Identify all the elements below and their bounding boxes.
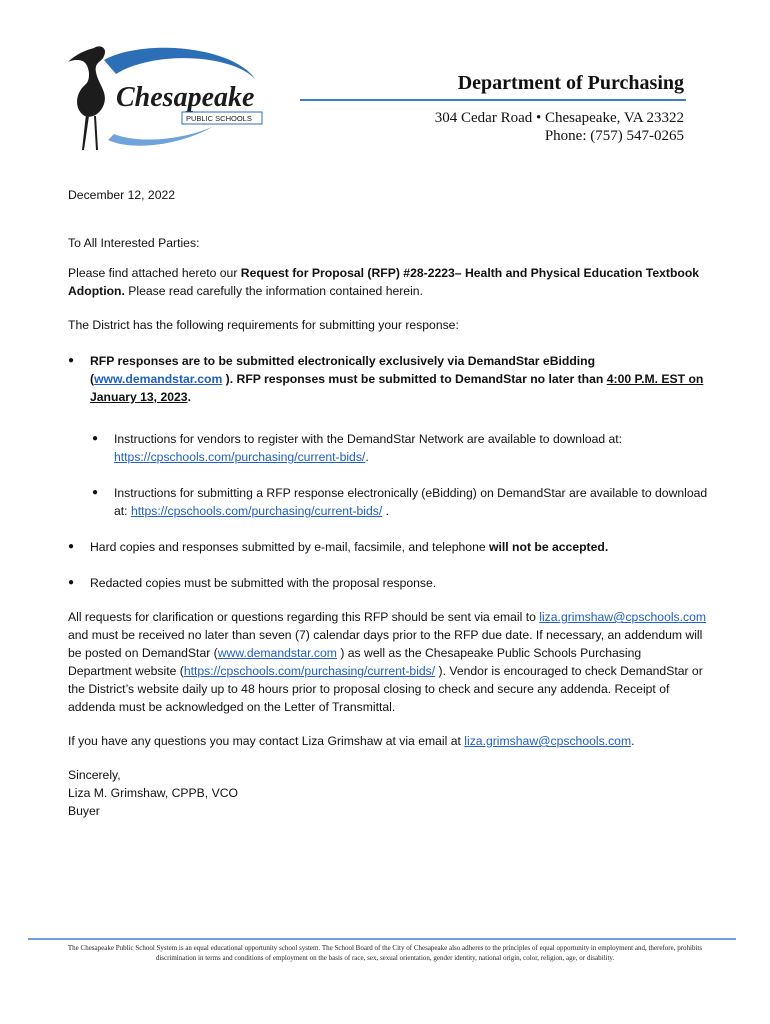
signer-name: Liza M. Grimshaw, CPPB, VCO [68, 786, 238, 800]
b1-text-a: RFP responses are to be submitted electronically exclusively via DemandStar eBidding ( [90, 354, 596, 386]
requirement-bullet-3: ● Redacted copies must be submitted with the proposal response. [68, 574, 708, 592]
logo-sub: PUBLIC SCHOOLS [186, 114, 252, 123]
b2-bold: will not be accepted. [489, 540, 609, 554]
requirement-bullet-2 [68, 538, 708, 556]
closing: Sincerely, [68, 768, 121, 782]
requirement-bullet-1 [68, 352, 708, 406]
department-title: Department of Purchasing [457, 72, 684, 94]
intro-text-b: Please read carefully the information contained herein. [124, 284, 423, 298]
b1-text-b: ). RFP responses must be submitted to DemandStar no later than [222, 372, 607, 386]
b1-deadline: 4:00 P.M. EST on January 13, 2023 [90, 372, 704, 404]
signature-block [68, 766, 708, 820]
footer-disclaimer: The Chesapeake Public School System is an equal educational opportunity school system. The School Board of the City of Chesapeake also adheres to the principles of equal opportunity in employment and, therefore, prohibits discrimination in terms and conditions of employment on the basis of race, sex, sexual orientation, gender identity, national origin, color, religion, age, or disability. [67, 944, 703, 962]
sub-bullet-2 [92, 484, 708, 520]
intro-text-a: Please find attached hereto our [68, 266, 241, 280]
header-divider [300, 99, 686, 101]
address-line: 304 Cedar Road • Chesapeake, VA 23322 [434, 110, 684, 126]
requirements-lead: The District has the following requirements for submitting your response: [68, 318, 459, 332]
footer-divider [28, 938, 736, 940]
contact-end: . [631, 734, 635, 748]
logo-swoosh-lower [108, 126, 214, 146]
para-text-b: and must be received no later than seven (7) calendar days prior to the RFP due date. If necessary, an addendum will be posted on DemandStar ( [68, 628, 703, 660]
phone-line: Phone: (757) 547-0265 [544, 128, 684, 144]
demandstar-link-2[interactable]: www.demandstar.com [217, 646, 337, 660]
current-bids-link-1[interactable]: https://cpschools.com/purchasing/current-bids/ [114, 450, 366, 464]
logo-name: Chesapeake [116, 82, 255, 113]
chesapeake-public-schools-logo [64, 40, 264, 152]
para-text-d: ). Vendor is encouraged to check DemandStar or the District’s website daily up to 48 hours prior to proposal closing to check and secure any addenda. Receipt of addenda must be acknowledged on the Letter of Transmittal. [68, 664, 703, 714]
intro-paragraph [68, 264, 708, 300]
s1-text: Instructions for vendors to register with the DemandStar Network are available to download at: [114, 432, 623, 446]
b1-end: . [187, 390, 191, 404]
contact-text: If you have any questions you may contact Liza Grimshaw at via email at [68, 734, 465, 748]
salutation: To All Interested Parties: [68, 236, 200, 250]
current-bids-link-2[interactable]: https://cpschools.com/purchasing/current-bids/ [130, 504, 383, 518]
clarification-paragraph [68, 608, 708, 716]
letter-date: December 12, 2022 [68, 188, 176, 202]
email-link-1[interactable]: liza.grimshaw@cpschools.com [539, 610, 707, 624]
letter-body [68, 186, 708, 820]
sub-bullet-1 [92, 430, 708, 466]
heron-legs [82, 114, 98, 150]
heron-icon [68, 46, 105, 116]
current-bids-link-3[interactable]: https://cpschools.com/purchasing/current-bids/ [183, 664, 436, 678]
b2-text: Hard copies and responses submitted by e-mail, facsimile, and telephone [90, 540, 490, 554]
demandstar-link-1[interactable]: www.demandstar.com [94, 372, 223, 386]
contact-paragraph [68, 732, 708, 750]
email-link-2[interactable]: liza.grimshaw@cpschools.com [464, 734, 632, 748]
s1-end: . [365, 450, 369, 464]
para-text-c: ) as well as the Chesapeake Public Schools Purchasing Department website ( [68, 646, 642, 678]
s2-end: . [382, 504, 390, 518]
logo-swoosh [104, 48, 256, 80]
para-text-a: All requests for clarification or questions regarding this RFP should be sent via email to [68, 610, 540, 624]
rfp-title: Request for Proposal (RFP) #28-2223– Health and Physical Education Textbook Adoption. [68, 266, 700, 298]
signer-title: Buyer [68, 804, 100, 818]
s2-text: Instructions for submitting a RFP response electronically (eBidding) on DemandStar are available to download at: [114, 486, 708, 518]
